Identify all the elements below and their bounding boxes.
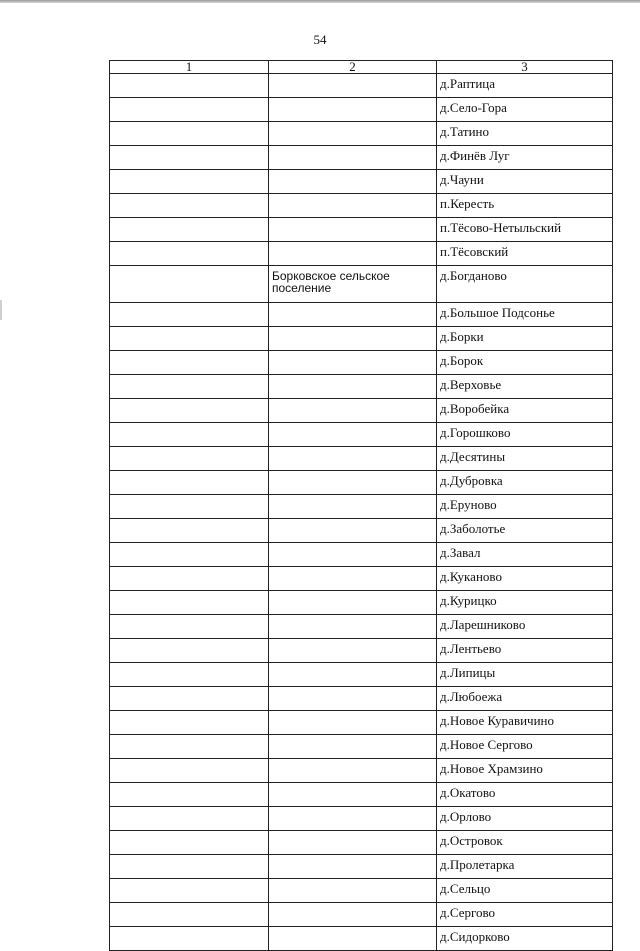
cell-settlement: д.Дубровка: [437, 471, 613, 495]
cell-settlement: д.Окатово: [437, 783, 613, 807]
table-row: [110, 218, 613, 242]
table-row: [110, 303, 613, 327]
table-row: [110, 591, 613, 615]
table-row: [110, 831, 613, 855]
page-number: 54: [313, 32, 327, 47]
cell-column-1: [110, 903, 269, 927]
cell-column-1: [110, 735, 269, 759]
table-row: [110, 98, 613, 122]
cell-municipality: [269, 170, 437, 194]
cell-municipality: [269, 218, 437, 242]
cell-column-1: [110, 146, 269, 170]
cell-settlement: д.Раптица: [437, 74, 613, 98]
table-row: [110, 74, 613, 98]
cell-column-1: [110, 327, 269, 351]
table-row: [110, 447, 613, 471]
cell-settlement: д.Новое Сергово: [437, 735, 613, 759]
cell-settlement: д.Большое Подсонье: [437, 303, 613, 327]
table-row: [110, 567, 613, 591]
cell-settlement: д.Завал: [437, 543, 613, 567]
cell-municipality: [269, 807, 437, 831]
cell-municipality: [269, 242, 437, 266]
cell-settlement: д.Воробейка: [437, 399, 613, 423]
cell-settlement: п.Тёсово-Нетыльский: [437, 218, 613, 242]
cell-municipality: [269, 351, 437, 375]
cell-municipality: [269, 98, 437, 122]
cell-municipality: [269, 447, 437, 471]
table-row: [110, 122, 613, 146]
cell-settlement: д.Курицко: [437, 591, 613, 615]
cell-municipality: [269, 855, 437, 879]
cell-municipality: [269, 423, 437, 447]
cell-municipality: [269, 194, 437, 218]
cell-column-1: [110, 303, 269, 327]
cell-municipality: [269, 543, 437, 567]
cell-column-1: [110, 927, 269, 951]
cell-municipality: [269, 327, 437, 351]
cell-settlement: д.Орлово: [437, 807, 613, 831]
table-row: [110, 327, 613, 351]
cell-settlement: д.Сидорково: [437, 927, 613, 951]
cell-municipality: [269, 122, 437, 146]
cell-settlement: д.Богданово: [437, 266, 613, 303]
cell-column-1: [110, 471, 269, 495]
cell-settlement: д.Новое Храмзино: [437, 759, 613, 783]
table-row: [110, 687, 613, 711]
cell-settlement: д.Новое Куравичино: [437, 711, 613, 735]
cell-settlement: п.Кересть: [437, 194, 613, 218]
cell-municipality: [269, 303, 437, 327]
table-row: [110, 879, 613, 903]
settlements-table: [109, 60, 613, 951]
cell-column-1: [110, 447, 269, 471]
table-row: [110, 423, 613, 447]
cell-settlement: д.Заболотье: [437, 519, 613, 543]
cell-municipality: Борковское сельское поселение: [269, 266, 437, 303]
cell-settlement: п.Тёсовский: [437, 242, 613, 266]
cell-municipality: [269, 879, 437, 903]
cell-municipality: [269, 495, 437, 519]
cell-column-1: [110, 687, 269, 711]
table-row: [110, 711, 613, 735]
column-header-2: 2: [269, 61, 437, 74]
table-row: [110, 543, 613, 567]
cell-column-1: [110, 663, 269, 687]
table-row: [110, 807, 613, 831]
cell-column-1: [110, 194, 269, 218]
cell-municipality: [269, 615, 437, 639]
cell-column-1: [110, 423, 269, 447]
cell-municipality: [269, 591, 437, 615]
table-row: [110, 639, 613, 663]
cell-settlement: д.Борок: [437, 351, 613, 375]
cell-column-1: [110, 807, 269, 831]
table-row: [110, 903, 613, 927]
cell-municipality: [269, 146, 437, 170]
cell-settlement: д.Село-Гора: [437, 98, 613, 122]
cell-column-1: [110, 831, 269, 855]
cell-column-1: [110, 639, 269, 663]
cell-settlement: д.Любоежа: [437, 687, 613, 711]
cell-column-1: [110, 567, 269, 591]
cell-municipality: [269, 663, 437, 687]
cell-settlement: д.Борки: [437, 327, 613, 351]
table-row: [110, 399, 613, 423]
table-row: [110, 735, 613, 759]
table-row: [110, 375, 613, 399]
table-row: [110, 194, 613, 218]
cell-settlement: д.Ларешниково: [437, 615, 613, 639]
cell-settlement: д.Островок: [437, 831, 613, 855]
cell-municipality: [269, 74, 437, 98]
cell-settlement: д.Финёв Луг: [437, 146, 613, 170]
table-row: [110, 663, 613, 687]
column-header-1: 1: [110, 61, 269, 74]
table-row: [110, 759, 613, 783]
cell-column-1: [110, 74, 269, 98]
cell-column-1: [110, 543, 269, 567]
cell-settlement: д.Куканово: [437, 567, 613, 591]
cell-column-1: [110, 122, 269, 146]
table-row: [110, 495, 613, 519]
cell-municipality: [269, 471, 437, 495]
cell-municipality: [269, 759, 437, 783]
cell-column-1: [110, 218, 269, 242]
table-body: [110, 74, 613, 951]
cell-settlement: д.Горошково: [437, 423, 613, 447]
cell-column-1: [110, 170, 269, 194]
cell-settlement: д.Десятины: [437, 447, 613, 471]
cell-settlement: д.Еруново: [437, 495, 613, 519]
table-row: [110, 146, 613, 170]
table-row: [110, 615, 613, 639]
cell-column-1: [110, 759, 269, 783]
table-row: [110, 855, 613, 879]
cell-column-1: [110, 399, 269, 423]
cell-column-1: [110, 519, 269, 543]
cell-municipality: [269, 735, 437, 759]
cell-settlement: д.Сельцо: [437, 879, 613, 903]
cell-column-1: [110, 615, 269, 639]
cell-settlement: д.Чауни: [437, 170, 613, 194]
cell-column-1: [110, 98, 269, 122]
table-row: [110, 471, 613, 495]
cell-municipality: [269, 903, 437, 927]
table-row: [110, 519, 613, 543]
cell-municipality: [269, 711, 437, 735]
cell-municipality: [269, 927, 437, 951]
cell-municipality: [269, 519, 437, 543]
table-row: [110, 927, 613, 951]
table-header-row: [110, 61, 613, 74]
cell-settlement: д.Верховье: [437, 375, 613, 399]
cell-column-1: [110, 375, 269, 399]
cell-column-1: [110, 351, 269, 375]
column-header-3: 3: [437, 61, 613, 74]
cell-column-1: [110, 783, 269, 807]
cell-settlement: д.Лентьево: [437, 639, 613, 663]
cell-column-1: [110, 591, 269, 615]
scan-edge-left: [0, 300, 2, 320]
cell-column-1: [110, 855, 269, 879]
table-row: [110, 351, 613, 375]
cell-municipality: [269, 639, 437, 663]
cell-column-1: [110, 879, 269, 903]
table-row: [110, 783, 613, 807]
cell-settlement: д.Татино: [437, 122, 613, 146]
table-row: [110, 266, 613, 303]
cell-municipality: [269, 687, 437, 711]
cell-municipality: [269, 375, 437, 399]
cell-municipality: [269, 399, 437, 423]
cell-column-1: [110, 266, 269, 303]
scan-edge-top: [0, 0, 640, 3]
cell-column-1: [110, 711, 269, 735]
table-row: [110, 170, 613, 194]
cell-column-1: [110, 242, 269, 266]
cell-settlement: д.Пролетарка: [437, 855, 613, 879]
cell-settlement: д.Липицы: [437, 663, 613, 687]
cell-municipality: [269, 831, 437, 855]
cell-municipality: [269, 783, 437, 807]
cell-column-1: [110, 495, 269, 519]
table-row: [110, 242, 613, 266]
cell-settlement: д.Сергово: [437, 903, 613, 927]
cell-municipality: [269, 567, 437, 591]
